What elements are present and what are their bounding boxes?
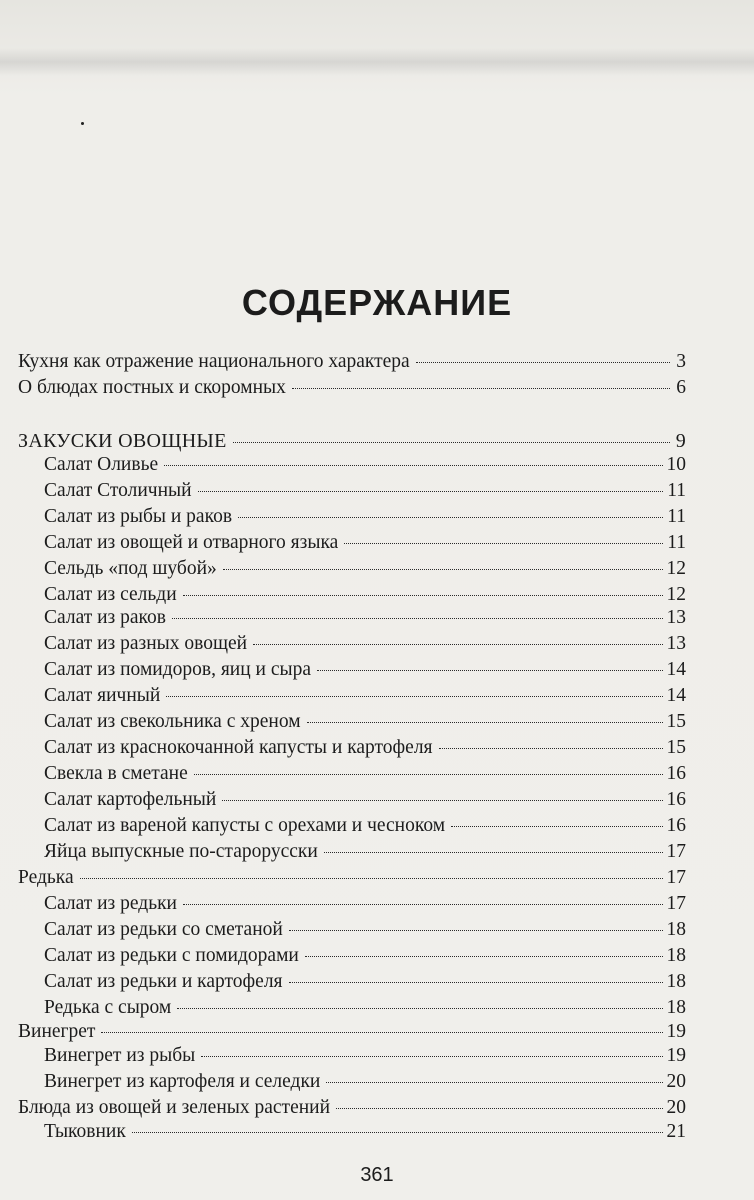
toc-entry-page: 17 — [666, 893, 686, 914]
toc-entry-label: Салат из овощей и отварного языка — [44, 532, 339, 553]
toc-section — [18, 429, 686, 453]
toc-entry-page: 15 — [666, 737, 686, 758]
toc-entry-label: Салат из краснокочанной капусты и картофеля — [44, 737, 433, 758]
toc-entry-label: Свекла в сметане — [44, 763, 188, 784]
dot-leader — [238, 517, 663, 518]
dot-leader — [222, 800, 662, 801]
toc-entry — [44, 583, 686, 607]
dot-leader — [194, 774, 663, 775]
toc-entry-label: Винегрет — [18, 1021, 96, 1042]
toc-entry-label: Салат из редьки с помидорами — [44, 945, 299, 966]
toc-entry — [44, 557, 686, 581]
dot-leader — [324, 852, 663, 853]
toc-entry-label: Тыковник — [44, 1121, 126, 1142]
dot-leader — [198, 491, 664, 492]
toc-entry-page: 9 — [675, 430, 686, 452]
dot-leader — [344, 543, 663, 544]
toc-entry-page: 11 — [667, 532, 686, 553]
toc-entry — [44, 736, 686, 760]
dot-leader — [289, 982, 663, 983]
toc-entry-label: Яйца выпускные по-старорусски — [44, 841, 318, 862]
toc-entry — [44, 918, 686, 942]
toc-entry-page: 11 — [667, 480, 686, 501]
toc-entry-page: 14 — [666, 685, 686, 706]
toc-entry-page: 20 — [666, 1071, 686, 1092]
dot-leader — [101, 1032, 662, 1033]
toc-entry-page: 19 — [666, 1021, 686, 1042]
toc-entry-page: 17 — [666, 841, 686, 862]
toc-entry — [44, 453, 686, 477]
toc-entry-label: Салат из разных овощей — [44, 633, 248, 654]
toc-entry — [18, 866, 686, 890]
toc-entry — [44, 762, 686, 786]
toc-entry-page: 19 — [666, 1045, 686, 1066]
dot-leader — [439, 748, 663, 749]
toc-entry — [44, 944, 686, 968]
toc-entry — [44, 814, 686, 838]
dot-leader — [289, 930, 663, 931]
toc-entry — [44, 658, 686, 682]
dot-leader — [80, 878, 663, 879]
toc-entry — [44, 788, 686, 812]
dot-leader — [305, 956, 663, 957]
toc-entry-page: 18 — [666, 971, 686, 992]
page-title: СОДЕРЖАНИЕ — [241, 282, 513, 323]
toc-entry — [44, 840, 686, 864]
toc-entry-page: 10 — [666, 454, 686, 475]
dot-leader — [253, 644, 662, 645]
dot-leader — [177, 1008, 662, 1009]
toc-entry — [44, 531, 686, 555]
toc-entry-label: Блюда из овощей и зеленых растений — [18, 1097, 331, 1118]
toc-entry-page: 16 — [666, 815, 686, 836]
dot-leader — [451, 826, 662, 827]
toc-entry-page: 11 — [667, 506, 686, 527]
dot-leader — [183, 904, 663, 905]
toc-entry-label: Редька с сыром — [44, 997, 172, 1018]
toc-entry-page: 21 — [666, 1121, 686, 1142]
toc-entry-page: 12 — [666, 558, 686, 579]
dot-leader — [132, 1132, 663, 1133]
toc-entry — [44, 970, 686, 994]
toc-entry-label: Салат из рыбы и раков — [44, 506, 233, 527]
toc-entry — [18, 350, 686, 374]
toc-entry-page: 20 — [666, 1097, 686, 1118]
toc-entry-label: О блюдах постных и скоромных — [18, 377, 286, 398]
toc-entry-page: 16 — [666, 763, 686, 784]
toc-entry-label: Редька — [18, 867, 74, 888]
toc-entry-label: Салат Столичный — [44, 480, 192, 501]
toc-entry-label: Салат Оливье — [44, 454, 159, 475]
dot-leader — [172, 618, 663, 619]
toc-entry-page: 16 — [666, 789, 686, 810]
toc-entry-label: Салат яичный — [44, 685, 161, 706]
toc-entry — [18, 1096, 686, 1120]
toc-entry — [44, 606, 686, 630]
toc-entry-page: 18 — [666, 919, 686, 940]
dot-leader — [326, 1082, 662, 1083]
toc-entry-label: ЗАКУСКИ ОВОЩНЫЕ — [18, 430, 227, 452]
toc-entry-page: 17 — [666, 867, 686, 888]
toc-entry-label: Салат картофельный — [44, 789, 217, 810]
toc-entry — [44, 1044, 686, 1068]
toc-entry — [44, 1120, 686, 1144]
dot-leader — [336, 1108, 662, 1109]
toc-entry-page: 13 — [666, 607, 686, 628]
dot-leader — [292, 388, 670, 389]
toc-entry — [44, 684, 686, 708]
toc-entry — [44, 632, 686, 656]
toc-entry-label: Кухня как отражение национального характера — [18, 351, 410, 372]
toc-entry-page: 6 — [676, 377, 686, 398]
dot-leader — [317, 670, 662, 671]
toc-entry-label: Винегрет из рыбы — [44, 1045, 196, 1066]
toc-entry — [18, 1020, 686, 1044]
dot-leader — [166, 696, 662, 697]
toc-entry — [44, 505, 686, 529]
dot-leader — [164, 465, 662, 466]
page-number: 361 — [360, 1164, 394, 1186]
toc-entry-page: 15 — [666, 711, 686, 732]
toc-entry — [44, 892, 686, 916]
toc-entry-label: Салат из редьки — [44, 893, 177, 914]
toc-entry-label: Сельдь «под шубой» — [44, 558, 217, 579]
toc-entry — [44, 996, 686, 1020]
dot-leader — [223, 569, 663, 570]
toc-entry — [44, 1070, 686, 1094]
toc-entry-label: Салат из помидоров, яиц и сыра — [44, 659, 312, 680]
toc-entry — [18, 376, 686, 400]
toc-entry-label: Салат из редьки и картофеля — [44, 971, 283, 992]
dot-leader — [233, 442, 670, 443]
toc-entry-label: Салат из сельди — [44, 584, 177, 605]
toc-entry-page: 18 — [666, 945, 686, 966]
dot-leader — [183, 595, 663, 596]
toc-entry-page: 12 — [666, 584, 686, 605]
toc-entry-label: Салат из редьки со сметаной — [44, 919, 283, 940]
toc-entry-label: Салат из свекольника с хреном — [44, 711, 301, 732]
toc-entry-label: Салат из вареной капусты с орехами и чесноком — [44, 815, 446, 836]
toc-entry-label: Винегрет из картофеля и селедки — [44, 1071, 321, 1092]
dot-leader — [416, 362, 670, 363]
toc-entry — [44, 479, 686, 503]
toc-entry-page: 3 — [676, 351, 686, 372]
dot-leader — [307, 722, 663, 723]
toc-entry-page: 14 — [666, 659, 686, 680]
toc-entry-page: 13 — [666, 633, 686, 654]
dot-leader — [201, 1056, 662, 1057]
toc-entry-page: 18 — [666, 997, 686, 1018]
toc-entry — [44, 710, 686, 734]
toc-entry-label: Салат из раков — [44, 607, 166, 628]
